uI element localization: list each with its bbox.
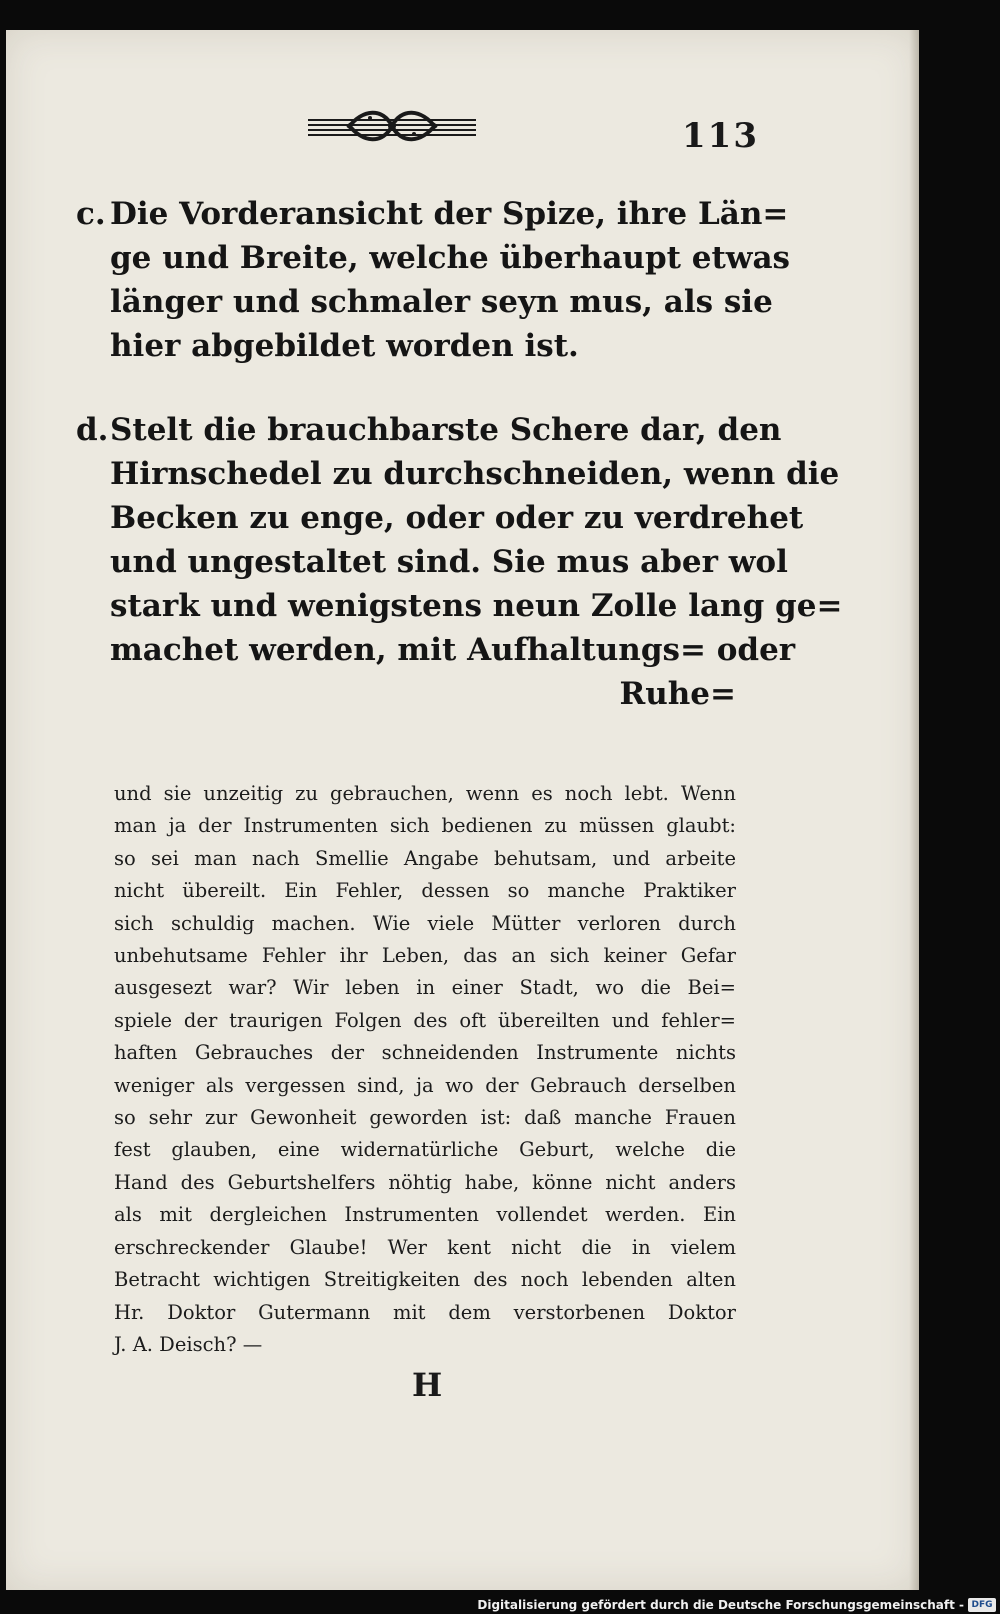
- item-d-label: d.: [76, 412, 109, 448]
- item-c-line: c. Die Vorderansicht der Spize, ihre Län=: [76, 192, 736, 236]
- item-c-label: c.: [76, 196, 106, 232]
- item-d-line: Becken zu enge, oder oder zu verdrehet: [110, 500, 804, 536]
- item-c-line: ge und Breite, welche überhaupt etwas: [110, 240, 791, 276]
- footnote-line: man ja der Instrumenten sich bedienen zu müssen glaubt:: [114, 814, 736, 838]
- item-c-line: hier abgebildet worden ist.: [110, 328, 579, 364]
- footnote-paragraph: [114, 778, 736, 1361]
- footnote-line: J. A. Deisch? —: [114, 1332, 263, 1356]
- footnote-line: sich schuldig machen. Wie viele Mütter verloren durch: [114, 911, 736, 935]
- item-d-catchword: Ruhe=: [619, 676, 736, 712]
- footnote-line: weniger als vergessen sind, ja wo der Gebrauch derselben: [114, 1073, 736, 1097]
- footnote-line: als mit dergleichen Instrumenten vollendet werden. Ein: [114, 1203, 736, 1227]
- digitization-credit: Digitalisierung gefördert durch die Deutsche Forschungsgemeinschaft -: [477, 1598, 964, 1612]
- footnote-line: nicht übereilt. Ein Fehler, dessen so manche Praktiker: [114, 879, 736, 903]
- page-number: 113: [682, 116, 759, 156]
- footnote-line: erschreckender Glaube! Wer kent nicht die in vielem: [114, 1235, 736, 1259]
- footnote-line: so sehr zur Gewonheit geworden ist: daß manche Frauen: [114, 1106, 736, 1130]
- ornament-flourish-icon: [308, 106, 476, 146]
- footnote-line: unbehutsame Fehler ihr Leben, das an sich keiner Gefar: [114, 944, 736, 968]
- footnote-line: Hand des Geburtshelfers nöhtig habe, könne nicht anders: [114, 1170, 736, 1194]
- item-d-line: machet werden, mit Aufhaltungs= oder: [110, 632, 796, 668]
- footnote-line: spiele der traurigen Folgen des oft übereilten und fehler=: [114, 1008, 736, 1032]
- item-d-line: d.Stelt die brauchbarste Schere dar, den: [76, 408, 736, 452]
- item-d-line: stark und wenigstens neun Zolle lang ge=: [110, 588, 843, 624]
- item-d-line: Hirnschedel zu durchschneiden, wenn die: [110, 456, 840, 492]
- footnote-line: fest glauben, eine widernatürliche Geburt, welche die: [114, 1138, 736, 1162]
- dfg-logo-icon: DFG: [968, 1598, 996, 1612]
- page-edge-shadow: [909, 30, 919, 1590]
- item-d-line: und ungestaltet sind. Sie mus aber wol: [110, 544, 788, 580]
- footnote-line: Hr. Doktor Gutermann mit dem verstorbenen Doktor: [114, 1300, 736, 1324]
- item-d-paragraph: [76, 408, 843, 716]
- footnote-line: haften Gebrauches der schneidenden Instrumente nichts: [114, 1041, 736, 1065]
- item-c-line: länger und schmaler seyn mus, als sie: [110, 284, 773, 320]
- footnote-line: ausgesezt war? Wir leben in einer Stadt, wo die Bei=: [114, 976, 736, 1000]
- signature-mark: H: [412, 1366, 443, 1404]
- footnote-line: Betracht wichtigen Streitigkeiten des noch lebenden alten: [114, 1268, 736, 1292]
- footnote-line: so sei man nach Smellie Angabe behutsam, und arbeite: [114, 846, 736, 870]
- item-c-paragraph: [76, 192, 791, 368]
- footnote-line: und sie unzeitig zu gebrauchen, wenn es noch lebt. Wenn: [114, 782, 736, 805]
